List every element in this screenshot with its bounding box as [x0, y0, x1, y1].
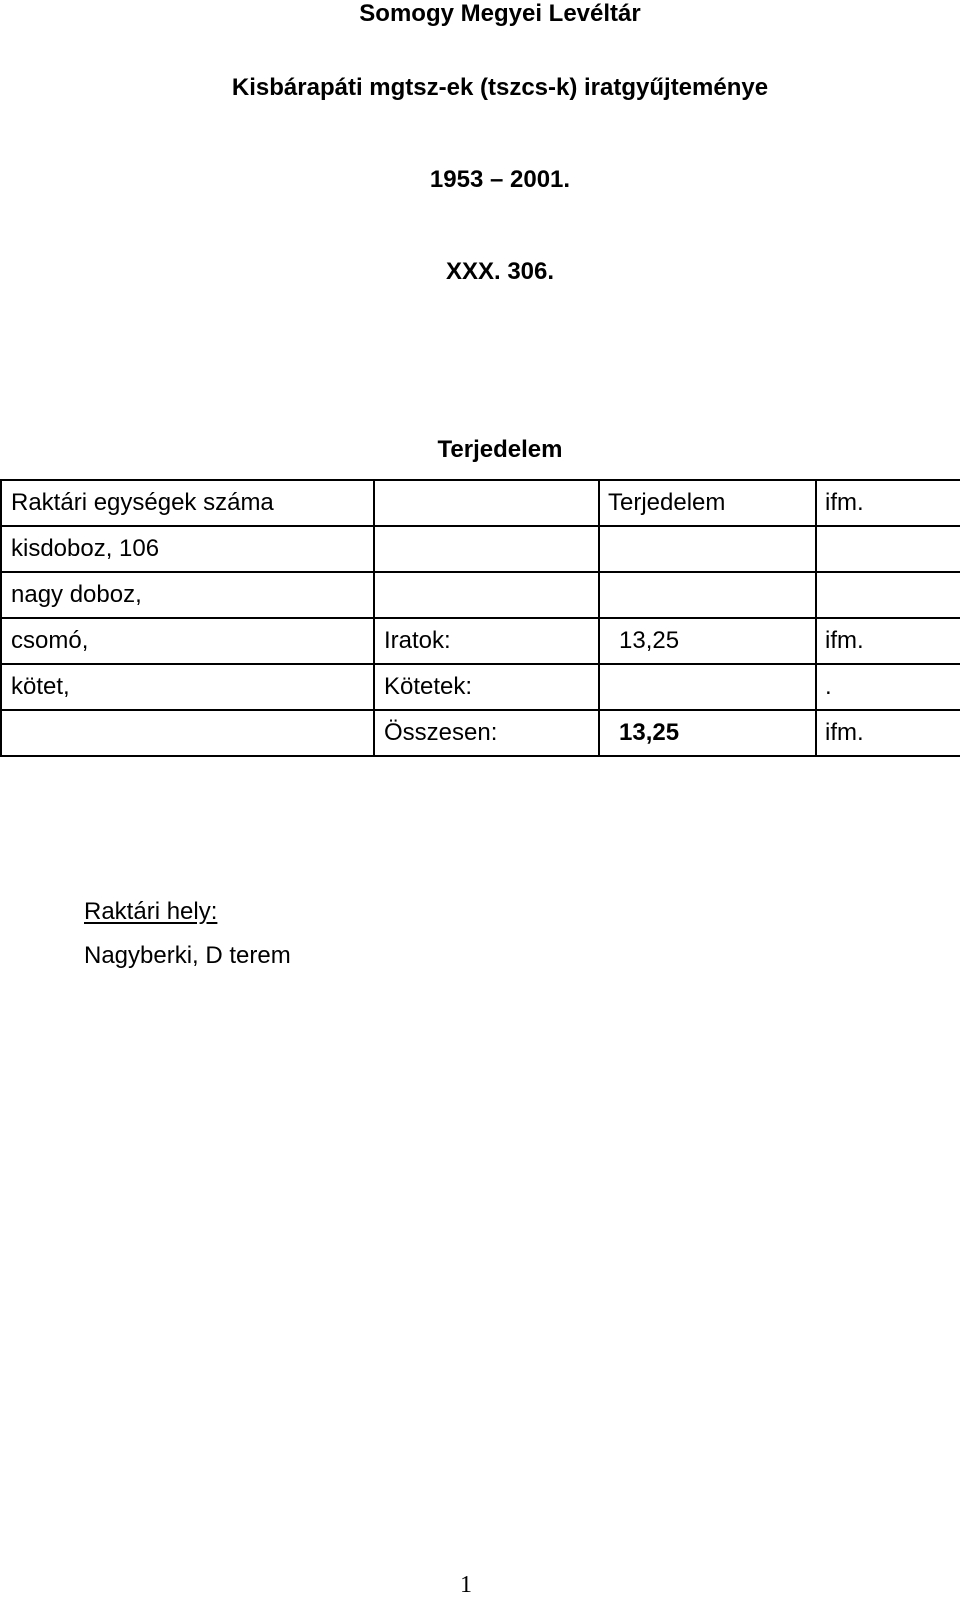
table-cell-category: Iratok:	[374, 618, 599, 664]
fond-title: Kisbárapáti mgtsz-ek (tszcs-k) iratgyűjteménye	[231, 74, 769, 101]
table-cell-unit: nagy doboz,	[1, 572, 374, 618]
table-cell-unit: Raktári egységek száma	[1, 480, 374, 526]
table-cell-category	[374, 526, 599, 572]
table-cell-measure	[816, 526, 960, 572]
table-cell-category: Összesen:	[374, 710, 599, 756]
table-cell-unit: kötet,	[1, 664, 374, 710]
table-cell-unit	[1, 710, 374, 756]
table-cell-measure: .	[816, 664, 960, 710]
table-cell-unit: csomó,	[1, 618, 374, 664]
table-row	[1, 618, 960, 664]
fond-number: XXX. 306.	[445, 258, 555, 285]
table-cell-category	[374, 572, 599, 618]
table-cell-amount	[599, 572, 816, 618]
extent-table	[0, 479, 960, 757]
table-row	[1, 710, 960, 756]
table-cell-category: Kötetek:	[374, 664, 599, 710]
page-number: 1	[460, 1572, 472, 1598]
table-cell-measure: ifm.	[816, 618, 960, 664]
table-row	[1, 526, 960, 572]
table-cell-amount: Terjedelem	[599, 480, 816, 526]
table-row	[1, 664, 960, 710]
table-cell-amount	[599, 526, 816, 572]
table-cell-measure: ifm.	[816, 710, 960, 756]
storage-location-label: Raktári hely:	[84, 898, 218, 925]
archive-name: Somogy Megyei Levéltár	[359, 0, 641, 27]
table-row	[1, 572, 960, 618]
table-cell-amount: 13,25	[599, 618, 816, 664]
table-cell-amount: 13,25	[599, 710, 816, 756]
table-row	[1, 480, 960, 526]
table-cell-measure	[816, 572, 960, 618]
storage-location-value: Nagyberki, D terem	[84, 942, 291, 969]
table-cell-unit: kisdoboz, 106	[1, 526, 374, 572]
extent-heading: Terjedelem	[437, 436, 563, 463]
date-range: 1953 – 2001.	[429, 166, 571, 193]
table-cell-measure: ifm.	[816, 480, 960, 526]
table-cell-amount	[599, 664, 816, 710]
table-cell-category	[374, 480, 599, 526]
